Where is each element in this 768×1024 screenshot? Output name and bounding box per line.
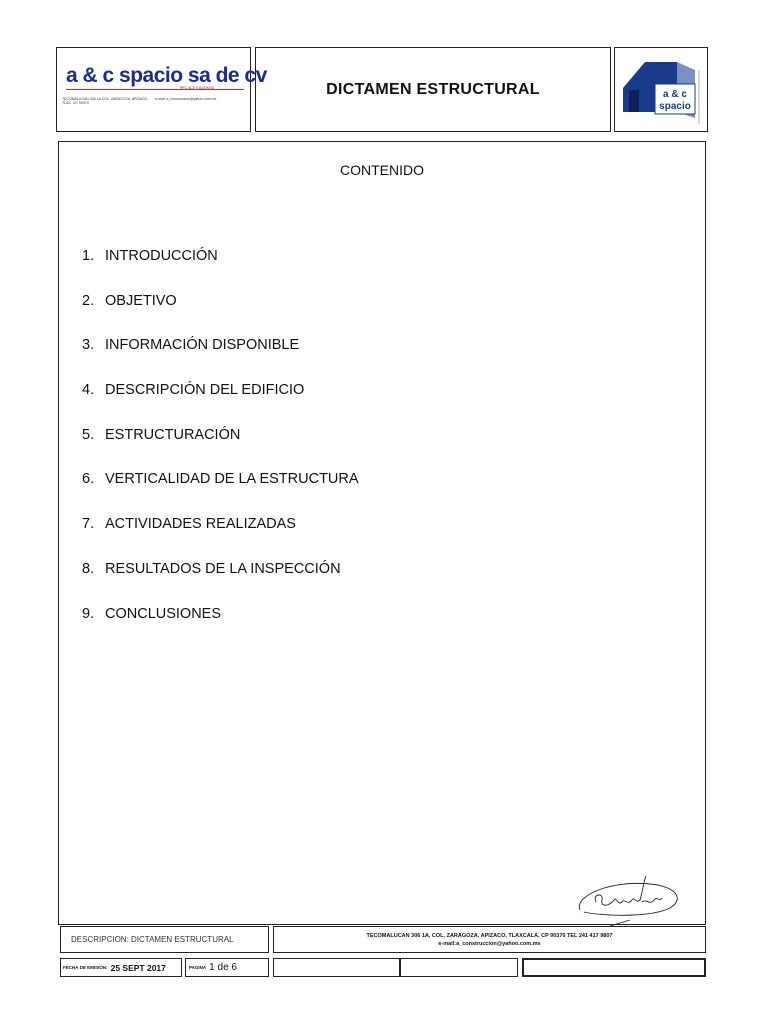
- company-rfc: RFC ACE 011019V43: [180, 86, 214, 90]
- toc-item: [82, 427, 359, 472]
- toc-item-label: DESCRIPCIÓN DEL EDIFICIO: [105, 382, 305, 399]
- toc-item: [82, 561, 359, 606]
- footer-description: [60, 926, 269, 953]
- table-of-contents: [82, 248, 359, 650]
- issue-date-cell: [60, 958, 182, 977]
- brand-icon-box: [614, 47, 708, 132]
- toc-item-label: OBJETIVO: [105, 292, 177, 309]
- svg-text:spacio: spacio: [659, 101, 691, 112]
- toc-item: [82, 293, 359, 338]
- toc-item-number: 2.: [82, 292, 95, 309]
- page-number-label: PAGINA: [189, 965, 207, 970]
- company-email: e-mail: a_construccion@yahoo.com.mx: [155, 97, 217, 101]
- toc-item: [82, 516, 359, 561]
- toc-item-number: 7.: [82, 516, 95, 533]
- toc-item-label: INTRODUCCIÓN: [105, 248, 218, 264]
- toc-item: [82, 248, 359, 293]
- building-logo-icon: [615, 48, 707, 131]
- footer-description-text: DESCRIPCION: DICTAMEN ESTRUCTURAL: [71, 935, 234, 944]
- page-number-value: 1 de 6: [209, 962, 237, 973]
- toc-item-number: 8.: [82, 560, 95, 577]
- toc-item-number: 5.: [82, 426, 95, 443]
- toc-item-label: INFORMACIÓN DISPONIBLE: [105, 337, 300, 354]
- handwritten-signature: [570, 866, 690, 928]
- toc-item: [82, 471, 359, 516]
- toc-item-number: 4.: [82, 382, 95, 399]
- company-logo-text: [66, 64, 267, 88]
- company-logo-wordmark: a & c spacio sa de cv: [66, 64, 267, 87]
- footer-empty-cell: [273, 958, 400, 977]
- footer-email: e-mail:a_construccion@yahoo.com.mx: [438, 941, 541, 947]
- footer-empty-cell: [400, 958, 518, 977]
- toc-item-number: 9.: [82, 605, 95, 622]
- svg-text:a & c: a & c: [663, 89, 687, 100]
- toc-item-label: VERTICALIDAD DE LA ESTRUCTURA: [105, 471, 359, 488]
- toc-item-label: CONCLUSIONES: [105, 605, 222, 622]
- contents-heading: CONTENIDO: [340, 162, 424, 178]
- toc-item-label: RESULTADOS DE LA INSPECCIÓN: [105, 560, 341, 577]
- toc-item: [82, 606, 359, 651]
- document-title: DICTAMEN ESTRUCTURAL: [326, 80, 540, 98]
- toc-item-number: 1.: [82, 248, 95, 264]
- toc-item-label: ACTIVIDADES REALIZADAS: [105, 516, 296, 533]
- toc-item: [82, 337, 359, 382]
- document-title-box: [255, 47, 611, 132]
- toc-item-number: 3.: [82, 337, 95, 354]
- logo-underline: [66, 88, 244, 91]
- company-address: TECOMALUCAN 306 1A COL. ZARAGOZA, APIZACO, TLAX. CP. 90370: [62, 97, 149, 105]
- footer-empty-cell: [522, 958, 706, 977]
- footer-contact: [273, 926, 706, 953]
- toc-item: [82, 382, 359, 427]
- toc-item-label: ESTRUCTURACIÓN: [105, 426, 241, 443]
- toc-item-number: 6.: [82, 471, 95, 488]
- issue-date-label: FECHA DE EMISIÓN:: [63, 965, 108, 970]
- page-number-cell: [185, 958, 269, 977]
- issue-date-value: 25 SEPT 2017: [110, 962, 166, 973]
- footer-address: TECOMALUCAN 306 1A, COL. ZARAGOZA, APIZACO, TLAXCALA, CP 90370 TEL 241 417 9807: [366, 933, 613, 939]
